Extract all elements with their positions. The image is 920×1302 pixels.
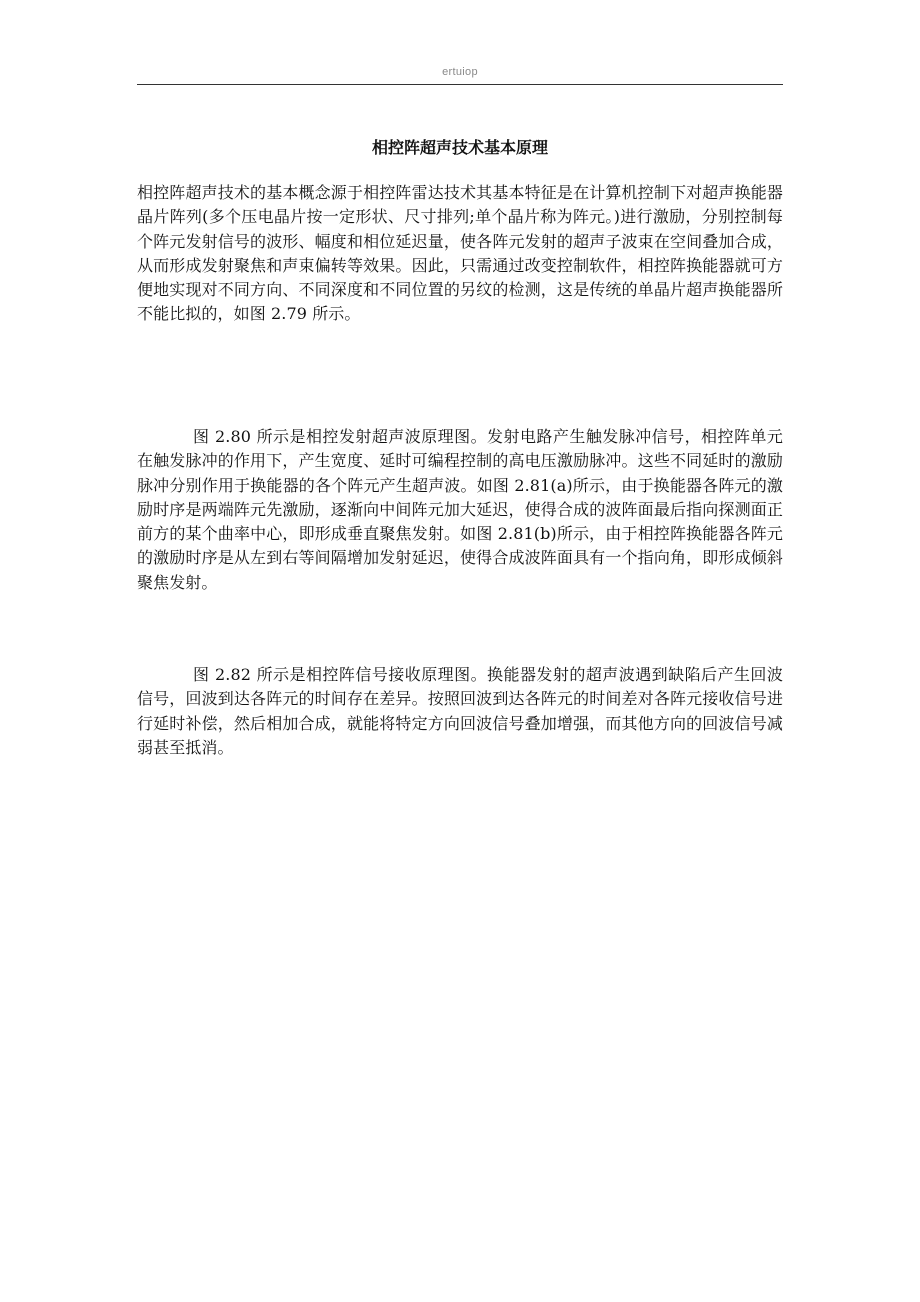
- paragraph-receive: 图 2.82 所示是相控阵信号接收原理图。换能器发射的超声波遇到缺陷后产生回波信号，回波到达各阵元的时间存在差异。按照回波到达各阵元的时间差对各阵元接收信号进行延时补偿，然后相加合成，就能将特定方向回波信号叠加增强，而其他方向的回波信号减弱甚至抵消。: [137, 665, 783, 757]
- header-text: ertuiop: [442, 66, 478, 78]
- document-title: 相控阵超声技术基本原理: [371, 138, 548, 157]
- paragraph-transmit: 图 2.80 所示是相控发射超声波原理图。发射电路产生触发脉冲信号，相控阵单元在触发脉冲的作用下，产生宽度、延时可编程控制的高电压激励脉冲。这些不同延时的激励脉冲分别作用于换能器的各个阵元产生超声波。如图 2.81(a)所示，由于换能器各阵元的激励时序是两端阵元先激励，逐渐向中间阵元加大延迟，使得合成的波阵面最后指向探测面正前方的某个曲率中心，即形成垂直聚焦发射。如图 2.81(b)所示，由于相控阵换能器各阵元的激励时序是从左到右等间隔增加发射延迟，使得合成波阵面具有一个指向角，即形成倾斜聚焦发射。: [137, 427, 783, 592]
- paragraph-intro: 相控阵超声技术的基本概念源于相控阵雷达技术其基本特征是在计算机控制下对超声换能器晶片阵列(多个压电晶片按一定形状、尺寸排列;单个晶片称为阵元。)进行激励，分别控制每个阵元发射信号的波形、幅度和相位延迟量，使各阵元发射的超声子波束在空间叠加合成，从而形成发射聚焦和声束偏转等效果。因此，只需通过改变控制软件，相控阵换能器就可方便地实现对不同方向、不同深度和不同位置的另纹的检测，这是传统的单晶片超声换能器所不能比拟的，如图 2.79 所示。: [137, 183, 783, 324]
- page-header: [137, 64, 783, 85]
